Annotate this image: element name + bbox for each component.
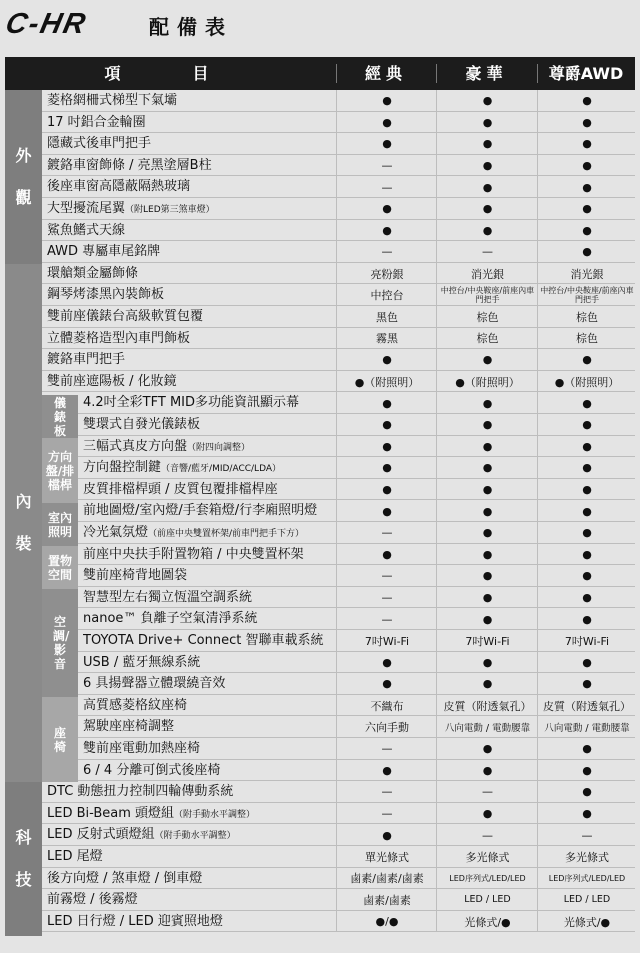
row-label-text: LED 日行燈 / LED 迎賓照地燈 bbox=[47, 913, 223, 929]
row-label-text: 智慧型左右獨立恆溫空調系統 bbox=[83, 589, 253, 605]
value-classic: ● bbox=[336, 198, 437, 220]
value-classic: ● bbox=[336, 824, 437, 846]
row-label-text: 鍍鉻車門把手 bbox=[47, 352, 126, 368]
row-label-text: 6 / 4 分離可倒式後座椅 bbox=[83, 762, 221, 778]
row-label bbox=[47, 889, 335, 911]
row-label-text: 前座中央扶手附置物箱 / 中央雙置杯架 bbox=[83, 546, 304, 562]
value-luxury: LED序列式/LED/LED bbox=[436, 868, 538, 890]
value-premium-awd: 八向電動 / 電動腰靠 bbox=[537, 716, 636, 738]
value-classic: ● bbox=[336, 673, 437, 695]
value-luxury: ● bbox=[436, 587, 538, 609]
value-classic: — bbox=[336, 738, 437, 760]
value-premium-awd: 7吋Wi-Fi bbox=[537, 630, 636, 652]
row-label bbox=[47, 155, 335, 177]
table-row bbox=[42, 328, 635, 350]
value-luxury: ● bbox=[436, 738, 538, 760]
row-label bbox=[83, 414, 335, 436]
value-luxury: ● bbox=[436, 349, 538, 371]
row-label-text: 環艙類金屬飾條 bbox=[47, 265, 139, 281]
table-row bbox=[42, 263, 635, 285]
value-premium-awd: 光條式/● bbox=[537, 911, 636, 933]
table-row bbox=[42, 155, 635, 177]
row-label bbox=[47, 824, 335, 846]
value-premium-awd: ● bbox=[537, 133, 636, 155]
value-premium-awd: 消光銀 bbox=[537, 263, 636, 285]
page-title: 配備表 bbox=[149, 15, 233, 39]
value-luxury: 光條式/● bbox=[436, 911, 538, 933]
value-classic: 單光條式 bbox=[336, 846, 437, 868]
value-premium-awd: LED / LED bbox=[537, 889, 636, 911]
row-label-text: 方向盤控制鍵 bbox=[83, 460, 162, 476]
subgroup-ac bbox=[42, 589, 78, 697]
value-luxury: ● bbox=[436, 500, 538, 522]
value-classic: — bbox=[336, 241, 437, 263]
column-header-luxury: 豪華 bbox=[465, 64, 508, 83]
value-classic: — bbox=[336, 522, 437, 544]
value-luxury: ● bbox=[436, 479, 538, 501]
row-label bbox=[83, 673, 335, 695]
row-label bbox=[83, 630, 335, 652]
value-luxury: ● bbox=[436, 608, 538, 630]
row-label-text: 隱藏式後車門把手 bbox=[47, 136, 152, 152]
value-luxury: ● bbox=[436, 673, 538, 695]
row-label-text: LED 反射式頭燈組 bbox=[47, 827, 155, 843]
table-row bbox=[78, 500, 635, 522]
value-premium-awd: — bbox=[537, 824, 636, 846]
row-label bbox=[47, 284, 335, 306]
value-premium-awd: ● bbox=[537, 112, 636, 134]
row-label bbox=[47, 241, 335, 263]
value-classic: ● bbox=[336, 479, 437, 501]
value-luxury: — bbox=[436, 824, 538, 846]
row-label bbox=[83, 695, 335, 717]
value-premium-awd: ● bbox=[537, 414, 636, 436]
row-label bbox=[47, 846, 335, 868]
value-classic: ● bbox=[336, 544, 437, 566]
row-label-text: 駕駛座座椅調整 bbox=[83, 719, 175, 735]
table-row bbox=[42, 112, 635, 134]
row-label-text: USB / 藍牙無線系統 bbox=[83, 654, 201, 670]
table-row bbox=[42, 90, 635, 112]
value-premium-awd: ● bbox=[537, 781, 636, 803]
value-luxury: ● bbox=[436, 176, 538, 198]
table-row bbox=[42, 176, 635, 198]
table-row bbox=[78, 608, 635, 630]
value-classic: ● bbox=[336, 133, 437, 155]
value-classic: ● bbox=[336, 414, 437, 436]
subgroup-instrument bbox=[42, 395, 78, 438]
value-premium-awd: ● bbox=[537, 349, 636, 371]
table-row bbox=[78, 392, 635, 414]
column-header-item: 項 目 bbox=[104, 64, 237, 83]
value-luxury: LED / LED bbox=[436, 889, 538, 911]
table-row bbox=[78, 565, 635, 587]
row-label-text: TOYOTA Drive+ Connect 智聯車載系統 bbox=[83, 633, 324, 648]
value-classic: 鹵素/鹵素/鹵素 bbox=[336, 868, 437, 890]
table-row bbox=[42, 198, 635, 220]
row-label bbox=[47, 198, 335, 220]
value-classic: ● bbox=[336, 652, 437, 674]
value-premium-awd: ● bbox=[537, 587, 636, 609]
row-label bbox=[47, 112, 335, 134]
value-classic: 霧黑 bbox=[336, 328, 437, 350]
value-classic: 不織布 bbox=[336, 695, 437, 717]
value-premium-awd: ● bbox=[537, 392, 636, 414]
table-row bbox=[78, 716, 635, 738]
value-classic: 黑色 bbox=[336, 306, 437, 328]
row-label bbox=[83, 500, 335, 522]
value-premium-awd: 中控台/中央鞍座/前座內車門把手 bbox=[537, 284, 636, 306]
value-classic: — bbox=[336, 565, 437, 587]
value-classic: — bbox=[336, 803, 437, 825]
value-luxury: ● bbox=[436, 544, 538, 566]
row-label-text: LED 尾燈 bbox=[47, 849, 103, 864]
row-label-text: 後座車窗高隱蔽隔熱玻璃 bbox=[47, 179, 191, 195]
value-classic: 中控台 bbox=[336, 284, 437, 306]
value-classic: — bbox=[336, 587, 437, 609]
table-row bbox=[42, 220, 635, 242]
row-label bbox=[83, 738, 335, 760]
subgroup-seat-label: 座椅 bbox=[53, 725, 66, 754]
category-exterior bbox=[5, 90, 42, 264]
table-row bbox=[78, 652, 635, 674]
category-exterior-label: 外觀 bbox=[15, 146, 32, 207]
category-interior bbox=[5, 264, 42, 782]
value-luxury: ● bbox=[436, 112, 538, 134]
value-luxury: — bbox=[436, 781, 538, 803]
value-premium-awd: ● bbox=[537, 565, 636, 587]
value-premium-awd: 棕色 bbox=[537, 306, 636, 328]
row-label-text: 菱格網柵式梯型下氣壩 bbox=[47, 93, 178, 108]
value-luxury: ● bbox=[436, 90, 538, 112]
table-row bbox=[42, 824, 635, 846]
row-label-note: （附手動水平調整） bbox=[154, 831, 236, 842]
table-row bbox=[42, 781, 635, 803]
row-label-text: 雙前座儀錶台高級軟質包覆 bbox=[47, 309, 204, 324]
table-row bbox=[78, 544, 635, 566]
table-row bbox=[78, 760, 635, 782]
value-classic: ● bbox=[336, 500, 437, 522]
value-luxury: ● bbox=[436, 414, 538, 436]
value-premium-awd: ● bbox=[537, 155, 636, 177]
row-label-text: 前霧燈 / 後霧燈 bbox=[47, 892, 138, 908]
row-label bbox=[83, 652, 335, 674]
table-row bbox=[42, 306, 635, 328]
table-row bbox=[42, 803, 635, 825]
value-luxury: ● bbox=[436, 522, 538, 544]
table-row bbox=[78, 587, 635, 609]
value-premium-awd: LED序列式/LED/LED bbox=[537, 868, 636, 890]
row-label-text: 高質感菱格紋座椅 bbox=[83, 697, 188, 713]
row-label-text: 前地圖燈/室內燈/手套箱燈/行李廂照明燈 bbox=[83, 503, 318, 519]
value-premium-awd: 棕色 bbox=[537, 328, 636, 350]
row-label bbox=[83, 479, 335, 501]
c-hr-logo: C-HR bbox=[2, 8, 91, 40]
row-label-note: （音響/藍牙/MID/ACC/LDA） bbox=[161, 464, 282, 475]
value-classic: ● bbox=[336, 220, 437, 242]
row-label bbox=[83, 565, 335, 587]
table-row bbox=[42, 846, 635, 868]
table-row bbox=[78, 457, 635, 479]
value-luxury: ● bbox=[436, 457, 538, 479]
row-label-text: 4.2吋全彩TFT MID多功能資訊顯示幕 bbox=[83, 395, 299, 411]
value-luxury: ● bbox=[436, 198, 538, 220]
row-label-note: （附LED第三煞車燈） bbox=[125, 205, 215, 215]
value-classic: ● bbox=[336, 112, 437, 134]
table-row bbox=[42, 284, 635, 306]
row-label bbox=[47, 176, 335, 198]
value-premium-awd: ● bbox=[537, 176, 636, 198]
row-label bbox=[83, 436, 335, 458]
subgroup-ac-label: 空調/影音 bbox=[53, 615, 70, 671]
value-premium-awd: ● bbox=[537, 652, 636, 674]
row-label-text: 後方向燈 / 煞車燈 / 倒車燈 bbox=[47, 870, 203, 886]
table-row bbox=[42, 868, 635, 890]
value-classic: — bbox=[336, 155, 437, 177]
row-label bbox=[47, 911, 335, 933]
row-label-text: 17 吋鋁合金輪圈 bbox=[47, 114, 146, 130]
row-label-text: DTC 動態扭力控制四輪傳動系統 bbox=[47, 784, 234, 800]
row-label bbox=[47, 371, 335, 393]
value-luxury: ● bbox=[436, 436, 538, 458]
row-label bbox=[47, 263, 335, 285]
row-label bbox=[83, 544, 335, 566]
row-label-text: 皮質排檔桿頭 / 皮質包覆排檔桿座 bbox=[83, 481, 278, 497]
value-luxury: ● bbox=[436, 392, 538, 414]
value-premium-awd: ● bbox=[537, 673, 636, 695]
row-label bbox=[83, 608, 335, 630]
row-label-text: 鯊魚鰭式天線 bbox=[47, 222, 126, 238]
row-label bbox=[47, 133, 335, 155]
subgroup-steering bbox=[42, 438, 78, 503]
row-label bbox=[47, 803, 335, 825]
value-luxury: 多光條式 bbox=[436, 846, 538, 868]
row-label-text: 冷光氣氛燈 bbox=[83, 525, 149, 540]
table-row bbox=[42, 241, 635, 263]
value-classic: ●/● bbox=[336, 911, 437, 933]
table-row bbox=[78, 630, 635, 652]
row-label bbox=[83, 457, 335, 479]
value-classic: — bbox=[336, 176, 437, 198]
value-premium-awd: ● bbox=[537, 500, 636, 522]
subgroup-instrument-label: 儀錶板 bbox=[53, 395, 66, 438]
table-row bbox=[78, 414, 635, 436]
table-row bbox=[78, 436, 635, 458]
value-classic: 鹵素/鹵素 bbox=[336, 889, 437, 911]
header bbox=[0, 0, 640, 57]
row-label-text: AWD 專屬車尾銘牌 bbox=[47, 244, 161, 260]
table-row bbox=[78, 479, 635, 501]
row-label-text: 6 具揚聲器立體環繞音效 bbox=[83, 676, 226, 692]
value-luxury: 皮質（附透氣孔） bbox=[436, 695, 538, 717]
table-row bbox=[42, 911, 635, 933]
row-label-note: （附四向調整） bbox=[187, 442, 251, 453]
subgroup-storage bbox=[42, 546, 78, 589]
value-classic: ● bbox=[336, 457, 437, 479]
row-label bbox=[47, 220, 335, 242]
row-label bbox=[83, 392, 335, 414]
row-label-text: 立體菱格造型內車門飾板 bbox=[47, 330, 191, 346]
subgroup-storage-label: 置物空間 bbox=[47, 553, 72, 582]
row-label bbox=[47, 328, 335, 350]
value-premium-awd: ● bbox=[537, 479, 636, 501]
value-classic: ● bbox=[336, 349, 437, 371]
value-premium-awd: ● bbox=[537, 803, 636, 825]
row-label-text: 三幅式真皮方向盤 bbox=[83, 438, 188, 454]
value-classic: 六向手動 bbox=[336, 716, 437, 738]
table-row bbox=[78, 673, 635, 695]
value-classic: 亮粉銀 bbox=[336, 263, 437, 285]
value-premium-awd: ● bbox=[537, 457, 636, 479]
row-label bbox=[83, 716, 335, 738]
subgroup-lighting bbox=[42, 503, 78, 546]
row-label-text: 雙前座遮陽板 / 化妝鏡 bbox=[47, 373, 177, 389]
value-premium-awd: ● bbox=[537, 760, 636, 782]
row-label-text: nanoe™ 負離子空氣清淨系統 bbox=[83, 611, 258, 627]
table-row bbox=[42, 371, 635, 393]
value-luxury: 八向電動 / 電動腰靠 bbox=[436, 716, 538, 738]
table-row bbox=[42, 133, 635, 155]
row-label-text: 大型擾流尾翼 bbox=[47, 201, 126, 216]
value-premium-awd: ● bbox=[537, 241, 636, 263]
value-premium-awd: ●（附照明） bbox=[537, 371, 636, 393]
row-label-text: 雙前座椅背地圖袋 bbox=[83, 568, 188, 584]
row-label-text: 雙環式自發光儀錶板 bbox=[83, 417, 201, 432]
row-label-text: LED Bi-Beam 頭燈組 bbox=[47, 805, 175, 821]
value-premium-awd: ● bbox=[537, 544, 636, 566]
category-tech bbox=[5, 782, 42, 936]
row-label-note: （前座中央雙置杯架/前車門把手下方） bbox=[148, 529, 305, 539]
value-luxury: 消光銀 bbox=[436, 263, 538, 285]
row-label bbox=[83, 587, 335, 609]
value-premium-awd: ● bbox=[537, 220, 636, 242]
row-label bbox=[83, 522, 335, 544]
value-classic: — bbox=[336, 608, 437, 630]
value-premium-awd: ● bbox=[537, 738, 636, 760]
value-premium-awd: ● bbox=[537, 436, 636, 458]
row-label bbox=[47, 781, 335, 803]
row-label bbox=[47, 90, 335, 112]
value-classic: ● bbox=[336, 392, 437, 414]
value-premium-awd: ● bbox=[537, 198, 636, 220]
row-label bbox=[47, 868, 335, 890]
table-row bbox=[78, 738, 635, 760]
value-luxury: ● bbox=[436, 565, 538, 587]
value-premium-awd: 皮質（附透氣孔） bbox=[537, 695, 636, 717]
value-luxury: ●（附照明） bbox=[436, 371, 538, 393]
table-row bbox=[42, 889, 635, 911]
column-header-premium-awd: 尊爵AWD bbox=[548, 64, 624, 83]
subgroup-steering-label: 方向盤/排檔桿 bbox=[45, 449, 75, 492]
column-header-classic: 經典 bbox=[364, 64, 407, 83]
value-luxury: 棕色 bbox=[436, 328, 538, 350]
value-premium-awd: 多光條式 bbox=[537, 846, 636, 868]
category-interior-label: 內裝 bbox=[15, 492, 32, 553]
subgroup-seat bbox=[42, 697, 78, 782]
row-label bbox=[83, 760, 335, 782]
value-luxury: 7吋Wi-Fi bbox=[436, 630, 538, 652]
row-label bbox=[47, 349, 335, 371]
row-label-text: 鋼琴烤漆黑內裝飾板 bbox=[47, 287, 165, 303]
table-row bbox=[78, 695, 635, 717]
value-luxury: ● bbox=[436, 760, 538, 782]
value-classic: ●（附照明） bbox=[336, 371, 437, 393]
value-classic: ● bbox=[336, 436, 437, 458]
row-label-note: （附手動水平調整） bbox=[174, 809, 256, 820]
value-luxury: 棕色 bbox=[436, 306, 538, 328]
value-luxury: ● bbox=[436, 652, 538, 674]
value-premium-awd: ● bbox=[537, 90, 636, 112]
value-premium-awd: ● bbox=[537, 608, 636, 630]
table-row bbox=[78, 522, 635, 544]
row-label bbox=[47, 306, 335, 328]
value-luxury: ● bbox=[436, 803, 538, 825]
value-classic: ● bbox=[336, 90, 437, 112]
value-classic: — bbox=[336, 781, 437, 803]
value-luxury: — bbox=[436, 241, 538, 263]
value-luxury: ● bbox=[436, 155, 538, 177]
row-label-text: 雙前座電動加熱座椅 bbox=[83, 741, 201, 756]
subgroup-lighting-label: 室內照明 bbox=[47, 510, 72, 539]
category-tech-label: 科技 bbox=[15, 828, 32, 889]
value-classic: ● bbox=[336, 760, 437, 782]
value-premium-awd: ● bbox=[537, 522, 636, 544]
table-header bbox=[5, 57, 635, 90]
value-luxury: 中控台/中央鞍座/前座內車門把手 bbox=[436, 284, 538, 306]
row-label-text: 鍍鉻車窗飾條 / 亮黑塗層B柱 bbox=[47, 157, 212, 173]
value-luxury: ● bbox=[436, 220, 538, 242]
value-luxury: ● bbox=[436, 133, 538, 155]
table-row bbox=[42, 349, 635, 371]
value-classic: 7吋Wi-Fi bbox=[336, 630, 437, 652]
